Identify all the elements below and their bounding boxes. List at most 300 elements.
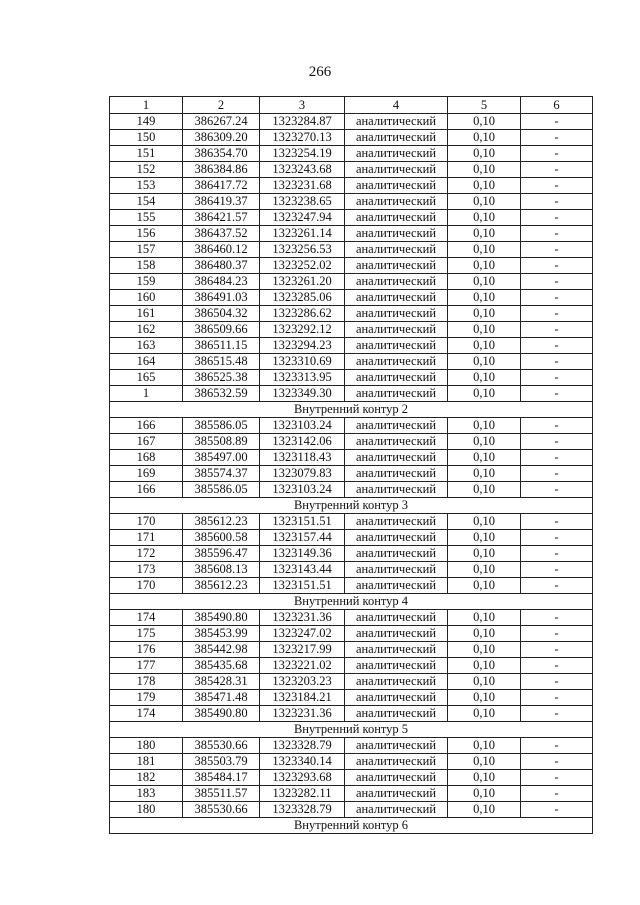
accuracy-cell: 0,10 [448,178,521,194]
method-cell: аналитический [345,226,448,242]
method-cell: аналитический [345,338,448,354]
point-number-cell: 176 [110,642,183,658]
note-cell: - [521,274,593,290]
x-coordinate-cell: 385530.66 [183,802,260,818]
x-coordinate-cell: 386509.66 [183,322,260,338]
note-cell: - [521,290,593,306]
table-row [110,610,593,626]
accuracy-cell: 0,10 [448,482,521,498]
method-cell: аналитический [345,322,448,338]
method-cell: аналитический [345,162,448,178]
x-coordinate-cell: 385490.80 [183,610,260,626]
note-cell: - [521,754,593,770]
x-coordinate-cell: 385586.05 [183,418,260,434]
table-row [110,658,593,674]
accuracy-cell: 0,10 [448,354,521,370]
table-row [110,370,593,386]
table-row [110,114,593,130]
contour-title-row [110,498,593,514]
method-cell: аналитический [345,418,448,434]
point-number-cell: 170 [110,514,183,530]
table-row [110,578,593,594]
note-cell: - [521,770,593,786]
y-coordinate-cell: 1323151.51 [260,578,345,594]
y-coordinate-cell: 1323238.65 [260,194,345,210]
table-row [110,482,593,498]
point-number-cell: 161 [110,306,183,322]
note-cell: - [521,322,593,338]
y-coordinate-cell: 1323293.68 [260,770,345,786]
table-row [110,146,593,162]
x-coordinate-cell: 385428.31 [183,674,260,690]
header-col-3: 3 [260,97,345,114]
x-coordinate-cell: 385484.17 [183,770,260,786]
point-number-cell: 149 [110,114,183,130]
point-number-cell: 178 [110,674,183,690]
y-coordinate-cell: 1323349.30 [260,386,345,402]
method-cell: аналитический [345,306,448,322]
y-coordinate-cell: 1323310.69 [260,354,345,370]
accuracy-cell: 0,10 [448,610,521,626]
accuracy-cell: 0,10 [448,290,521,306]
method-cell: аналитический [345,610,448,626]
accuracy-cell: 0,10 [448,466,521,482]
note-cell: - [521,418,593,434]
note-cell: - [521,514,593,530]
method-cell: аналитический [345,386,448,402]
coordinates-table [109,96,593,834]
x-coordinate-cell: 385435.68 [183,658,260,674]
accuracy-cell: 0,10 [448,802,521,818]
method-cell: аналитический [345,130,448,146]
contour-title: Внутренний контур 6 [110,818,593,834]
accuracy-cell: 0,10 [448,370,521,386]
x-coordinate-cell: 385490.80 [183,706,260,722]
method-cell: аналитический [345,178,448,194]
point-number-cell: 168 [110,450,183,466]
note-cell: - [521,306,593,322]
x-coordinate-cell: 386491.03 [183,290,260,306]
point-number-cell: 180 [110,738,183,754]
note-cell: - [521,738,593,754]
note-cell: - [521,658,593,674]
y-coordinate-cell: 1323184.21 [260,690,345,706]
point-number-cell: 181 [110,754,183,770]
point-number-cell: 1 [110,386,183,402]
note-cell: - [521,114,593,130]
x-coordinate-cell: 385574.37 [183,466,260,482]
y-coordinate-cell: 1323079.83 [260,466,345,482]
point-number-cell: 171 [110,530,183,546]
table-row [110,178,593,194]
table-row [110,386,593,402]
accuracy-cell: 0,10 [448,450,521,466]
note-cell: - [521,242,593,258]
method-cell: аналитический [345,642,448,658]
point-number-cell: 164 [110,354,183,370]
accuracy-cell: 0,10 [448,162,521,178]
header-row [110,97,593,114]
table-row [110,738,593,754]
method-cell: аналитический [345,466,448,482]
y-coordinate-cell: 1323261.14 [260,226,345,242]
point-number-cell: 160 [110,290,183,306]
method-cell: аналитический [345,274,448,290]
point-number-cell: 169 [110,466,183,482]
x-coordinate-cell: 385511.57 [183,786,260,802]
method-cell: аналитический [345,514,448,530]
x-coordinate-cell: 386532.59 [183,386,260,402]
table-row [110,162,593,178]
y-coordinate-cell: 1323340.14 [260,754,345,770]
note-cell: - [521,482,593,498]
table-body [110,114,593,834]
method-cell: аналитический [345,706,448,722]
header-col-6: 6 [521,97,593,114]
y-coordinate-cell: 1323313.95 [260,370,345,386]
y-coordinate-cell: 1323142.06 [260,434,345,450]
y-coordinate-cell: 1323247.02 [260,626,345,642]
table-row [110,242,593,258]
accuracy-cell: 0,10 [448,738,521,754]
accuracy-cell: 0,10 [448,562,521,578]
note-cell: - [521,562,593,578]
y-coordinate-cell: 1323256.53 [260,242,345,258]
note-cell: - [521,674,593,690]
accuracy-cell: 0,10 [448,418,521,434]
table-row [110,642,593,658]
y-coordinate-cell: 1323294.23 [260,338,345,354]
note-cell: - [521,210,593,226]
x-coordinate-cell: 386484.23 [183,274,260,290]
point-number-cell: 155 [110,210,183,226]
method-cell: аналитический [345,370,448,386]
table-row [110,770,593,786]
accuracy-cell: 0,10 [448,690,521,706]
table-row [110,130,593,146]
point-number-cell: 167 [110,434,183,450]
note-cell: - [521,802,593,818]
accuracy-cell: 0,10 [448,546,521,562]
table-row [110,466,593,482]
y-coordinate-cell: 1323118.43 [260,450,345,466]
y-coordinate-cell: 1323252.02 [260,258,345,274]
x-coordinate-cell: 386417.72 [183,178,260,194]
table-row [110,306,593,322]
x-coordinate-cell: 386437.52 [183,226,260,242]
y-coordinate-cell: 1323328.79 [260,802,345,818]
x-coordinate-cell: 386515.48 [183,354,260,370]
accuracy-cell: 0,10 [448,706,521,722]
accuracy-cell: 0,10 [448,194,521,210]
method-cell: аналитический [345,738,448,754]
y-coordinate-cell: 1323286.62 [260,306,345,322]
x-coordinate-cell: 385600.58 [183,530,260,546]
method-cell: аналитический [345,770,448,786]
x-coordinate-cell: 385471.48 [183,690,260,706]
method-cell: аналитический [345,690,448,706]
page-number: 266 [308,64,332,80]
point-number-cell: 172 [110,546,183,562]
accuracy-cell: 0,10 [448,514,521,530]
point-number-cell: 158 [110,258,183,274]
header-col-2: 2 [183,97,260,114]
note-cell: - [521,546,593,562]
note-cell: - [521,386,593,402]
x-coordinate-cell: 385612.23 [183,514,260,530]
table-row [110,418,593,434]
x-coordinate-cell: 385453.99 [183,626,260,642]
x-coordinate-cell: 385497.00 [183,450,260,466]
note-cell: - [521,162,593,178]
y-coordinate-cell: 1323151.51 [260,514,345,530]
point-number-cell: 159 [110,274,183,290]
point-number-cell: 183 [110,786,183,802]
accuracy-cell: 0,10 [448,242,521,258]
y-coordinate-cell: 1323221.02 [260,658,345,674]
point-number-cell: 173 [110,562,183,578]
y-coordinate-cell: 1323103.24 [260,482,345,498]
method-cell: аналитический [345,562,448,578]
y-coordinate-cell: 1323261.20 [260,274,345,290]
note-cell: - [521,450,593,466]
x-coordinate-cell: 385508.89 [183,434,260,450]
contour-title: Внутренний контур 5 [110,722,593,738]
note-cell: - [521,530,593,546]
accuracy-cell: 0,10 [448,674,521,690]
note-cell: - [521,130,593,146]
table-row [110,786,593,802]
point-number-cell: 150 [110,130,183,146]
x-coordinate-cell: 385612.23 [183,578,260,594]
y-coordinate-cell: 1323254.19 [260,146,345,162]
contour-title-row [110,594,593,610]
accuracy-cell: 0,10 [448,578,521,594]
y-coordinate-cell: 1323243.68 [260,162,345,178]
method-cell: аналитический [345,546,448,562]
point-number-cell: 152 [110,162,183,178]
y-coordinate-cell: 1323328.79 [260,738,345,754]
y-coordinate-cell: 1323149.36 [260,546,345,562]
contour-title: Внутренний контур 2 [110,402,593,418]
accuracy-cell: 0,10 [448,210,521,226]
accuracy-cell: 0,10 [448,530,521,546]
header-col-4: 4 [345,97,448,114]
header-col-5: 5 [448,97,521,114]
table-row [110,514,593,530]
x-coordinate-cell: 386267.24 [183,114,260,130]
table-row [110,674,593,690]
x-coordinate-cell: 386419.37 [183,194,260,210]
x-coordinate-cell: 386354.70 [183,146,260,162]
contour-title: Внутренний контур 3 [110,498,593,514]
accuracy-cell: 0,10 [448,274,521,290]
contour-title-row [110,402,593,418]
y-coordinate-cell: 1323157.44 [260,530,345,546]
point-number-cell: 166 [110,482,183,498]
table-row [110,706,593,722]
note-cell: - [521,194,593,210]
y-coordinate-cell: 1323292.12 [260,322,345,338]
x-coordinate-cell: 386460.12 [183,242,260,258]
y-coordinate-cell: 1323282.11 [260,786,345,802]
table-row [110,434,593,450]
method-cell: аналитический [345,450,448,466]
x-coordinate-cell: 386384.86 [183,162,260,178]
x-coordinate-cell: 386480.37 [183,258,260,274]
method-cell: аналитический [345,354,448,370]
point-number-cell: 166 [110,418,183,434]
point-number-cell: 179 [110,690,183,706]
contour-title-row [110,722,593,738]
table-row [110,338,593,354]
note-cell: - [521,466,593,482]
table-header [110,97,593,114]
table-row [110,354,593,370]
y-coordinate-cell: 1323203.23 [260,674,345,690]
method-cell: аналитический [345,258,448,274]
method-cell: аналитический [345,802,448,818]
note-cell: - [521,626,593,642]
method-cell: аналитический [345,626,448,642]
accuracy-cell: 0,10 [448,626,521,642]
x-coordinate-cell: 385503.79 [183,754,260,770]
table-row [110,546,593,562]
accuracy-cell: 0,10 [448,306,521,322]
table-row [110,562,593,578]
method-cell: аналитический [345,658,448,674]
note-cell: - [521,690,593,706]
y-coordinate-cell: 1323217.99 [260,642,345,658]
point-number-cell: 180 [110,802,183,818]
point-number-cell: 157 [110,242,183,258]
table-row [110,530,593,546]
header-col-1: 1 [110,97,183,114]
x-coordinate-cell: 385530.66 [183,738,260,754]
note-cell: - [521,258,593,274]
table-row [110,194,593,210]
note-cell: - [521,434,593,450]
method-cell: аналитический [345,242,448,258]
accuracy-cell: 0,10 [448,226,521,242]
method-cell: аналитический [345,290,448,306]
table-row [110,754,593,770]
y-coordinate-cell: 1323284.87 [260,114,345,130]
note-cell: - [521,146,593,162]
point-number-cell: 174 [110,610,183,626]
table-row [110,690,593,706]
point-number-cell: 162 [110,322,183,338]
note-cell: - [521,706,593,722]
method-cell: аналитический [345,114,448,130]
method-cell: аналитический [345,578,448,594]
accuracy-cell: 0,10 [448,754,521,770]
table-row [110,322,593,338]
table-row [110,626,593,642]
point-number-cell: 151 [110,146,183,162]
x-coordinate-cell: 386504.32 [183,306,260,322]
x-coordinate-cell: 386421.57 [183,210,260,226]
accuracy-cell: 0,10 [448,642,521,658]
point-number-cell: 165 [110,370,183,386]
y-coordinate-cell: 1323143.44 [260,562,345,578]
accuracy-cell: 0,10 [448,146,521,162]
method-cell: аналитический [345,754,448,770]
point-number-cell: 163 [110,338,183,354]
x-coordinate-cell: 385442.98 [183,642,260,658]
contour-title-row [110,818,593,834]
x-coordinate-cell: 385608.13 [183,562,260,578]
method-cell: аналитический [345,786,448,802]
x-coordinate-cell: 386309.20 [183,130,260,146]
method-cell: аналитический [345,194,448,210]
table-row [110,802,593,818]
y-coordinate-cell: 1323103.24 [260,418,345,434]
y-coordinate-cell: 1323285.06 [260,290,345,306]
point-number-cell: 175 [110,626,183,642]
y-coordinate-cell: 1323231.36 [260,706,345,722]
method-cell: аналитический [345,482,448,498]
table-row [110,450,593,466]
accuracy-cell: 0,10 [448,786,521,802]
contour-title: Внутренний контур 4 [110,594,593,610]
y-coordinate-cell: 1323231.68 [260,178,345,194]
table-row [110,290,593,306]
y-coordinate-cell: 1323270.13 [260,130,345,146]
note-cell: - [521,354,593,370]
point-number-cell: 156 [110,226,183,242]
method-cell: аналитический [345,210,448,226]
table-row [110,226,593,242]
note-cell: - [521,642,593,658]
point-number-cell: 154 [110,194,183,210]
y-coordinate-cell: 1323231.36 [260,610,345,626]
x-coordinate-cell: 386525.38 [183,370,260,386]
point-number-cell: 174 [110,706,183,722]
note-cell: - [521,370,593,386]
table-row [110,210,593,226]
x-coordinate-cell: 386511.15 [183,338,260,354]
method-cell: аналитический [345,146,448,162]
method-cell: аналитический [345,434,448,450]
accuracy-cell: 0,10 [448,258,521,274]
accuracy-cell: 0,10 [448,322,521,338]
method-cell: аналитический [345,530,448,546]
accuracy-cell: 0,10 [448,130,521,146]
accuracy-cell: 0,10 [448,434,521,450]
note-cell: - [521,226,593,242]
note-cell: - [521,786,593,802]
note-cell: - [521,178,593,194]
accuracy-cell: 0,10 [448,770,521,786]
x-coordinate-cell: 385596.47 [183,546,260,562]
table-row [110,274,593,290]
point-number-cell: 177 [110,658,183,674]
accuracy-cell: 0,10 [448,338,521,354]
method-cell: аналитический [345,674,448,690]
point-number-cell: 153 [110,178,183,194]
accuracy-cell: 0,10 [448,114,521,130]
accuracy-cell: 0,10 [448,658,521,674]
point-number-cell: 182 [110,770,183,786]
y-coordinate-cell: 1323247.94 [260,210,345,226]
table-row [110,258,593,274]
note-cell: - [521,338,593,354]
x-coordinate-cell: 385586.05 [183,482,260,498]
point-number-cell: 170 [110,578,183,594]
note-cell: - [521,578,593,594]
accuracy-cell: 0,10 [448,386,521,402]
